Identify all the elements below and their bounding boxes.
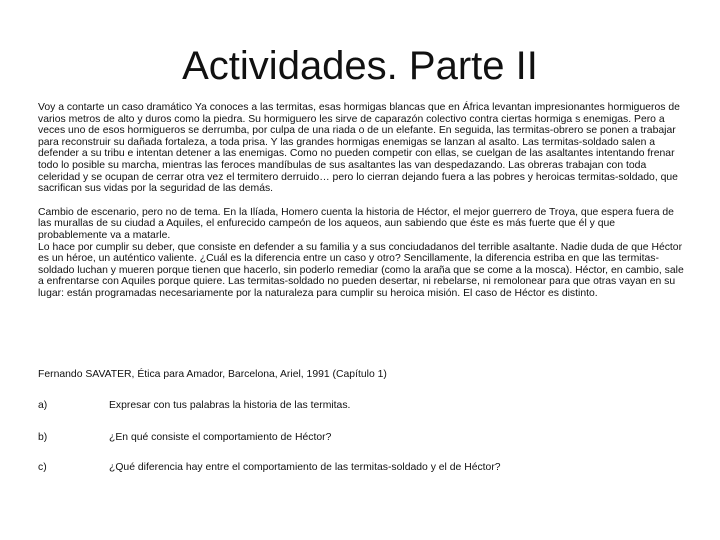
question-letter: c) — [38, 462, 47, 473]
paragraph-termitas: Voy a contarte un caso dramático Ya conoces a las termitas, esas hormigas blancas que en África levantan impresionantes hormigueros de varios metros de alto y duros como la piedra. Su hormiguero les sirve de caparazón colectivo contra ciertas hormiga s enemigas. Pero a veces uno de esos hormigueros se derrumba, por culpa de una riada o de un elefante. En seguida, las termitas-obrero se ponen a trabajar para reconstruir su dañada fortaleza, a toda prisa. Y las grandes hormigas enemigas se lanzan al asalto. Las termitas-soldado salen a defender a su tribu e intentan detener a las enemigas. Como no pueden competir con ellas, se cuelgan de las asaltantes intentando frenar todo lo posible su marcha, mientras las feroces mandíbulas de sus asaltantes las van despedazando. Las obreras trabajan con toda celeridad y se ocupan de cerrar otra vez el termitero derruido… pero lo cierran dejando fuera a las pobres y heroicas termitas-soldado, que sacrifican sus vidas por la seguridad de las demás. — [38, 102, 680, 195]
question-text: Expresar con tus palabras la historia de las termitas. — [109, 400, 351, 411]
question-text: ¿En qué consiste el comportamiento de Héctor? — [109, 432, 332, 443]
reading-text — [38, 102, 684, 300]
question-text: ¿Qué diferencia hay entre el comportamiento de las termitas-soldado y el de Héctor? — [109, 462, 501, 473]
page-title: Actividades. Parte II — [182, 44, 538, 88]
question-letter: b) — [38, 432, 48, 443]
paragraph-hector-intro: Cambio de escenario, pero no de tema. En la Ilíada, Homero cuenta la historia de Héctor, el mejor guerrero de Troya, que espera fuera de las murallas de su ciudad a Aquiles, el enfurecido campeón de los aqueos, aun sabiendo que éste es más fuerte que él y que probablemente va a matarle. — [38, 206, 674, 241]
paragraph-hector-comparison: Lo hace por cumplir su deber, que consiste en defender a su familia y a sus conciudadanos del terrible asaltante. Nadie duda de que Héctor es un héroe, un auténtico valiente. ¿Cuál es la diferencia entre un caso y otro? Sencillamente, la diferencia estriba en que las termitas-soldado luchan y mueren porque tienen que hacerlo, sin poderlo remediar (como la araña que se come a la mosca). Héctor, en cambio, sale a enfrentarse con Aquiles porque quiere. Las termitas-soldado no pueden desertar, ni rebelarse, ni remolonear para que otras vayan en su lugar: están programadas necesariamente por la naturaleza para cumplir su heroica misión. El caso de Héctor es distinto. — [38, 241, 684, 299]
question-letter: a) — [38, 400, 48, 411]
citation: Fernando SAVATER, Ética para Amador, Barcelona, Ariel, 1991 (Capítulo 1) — [38, 369, 387, 380]
